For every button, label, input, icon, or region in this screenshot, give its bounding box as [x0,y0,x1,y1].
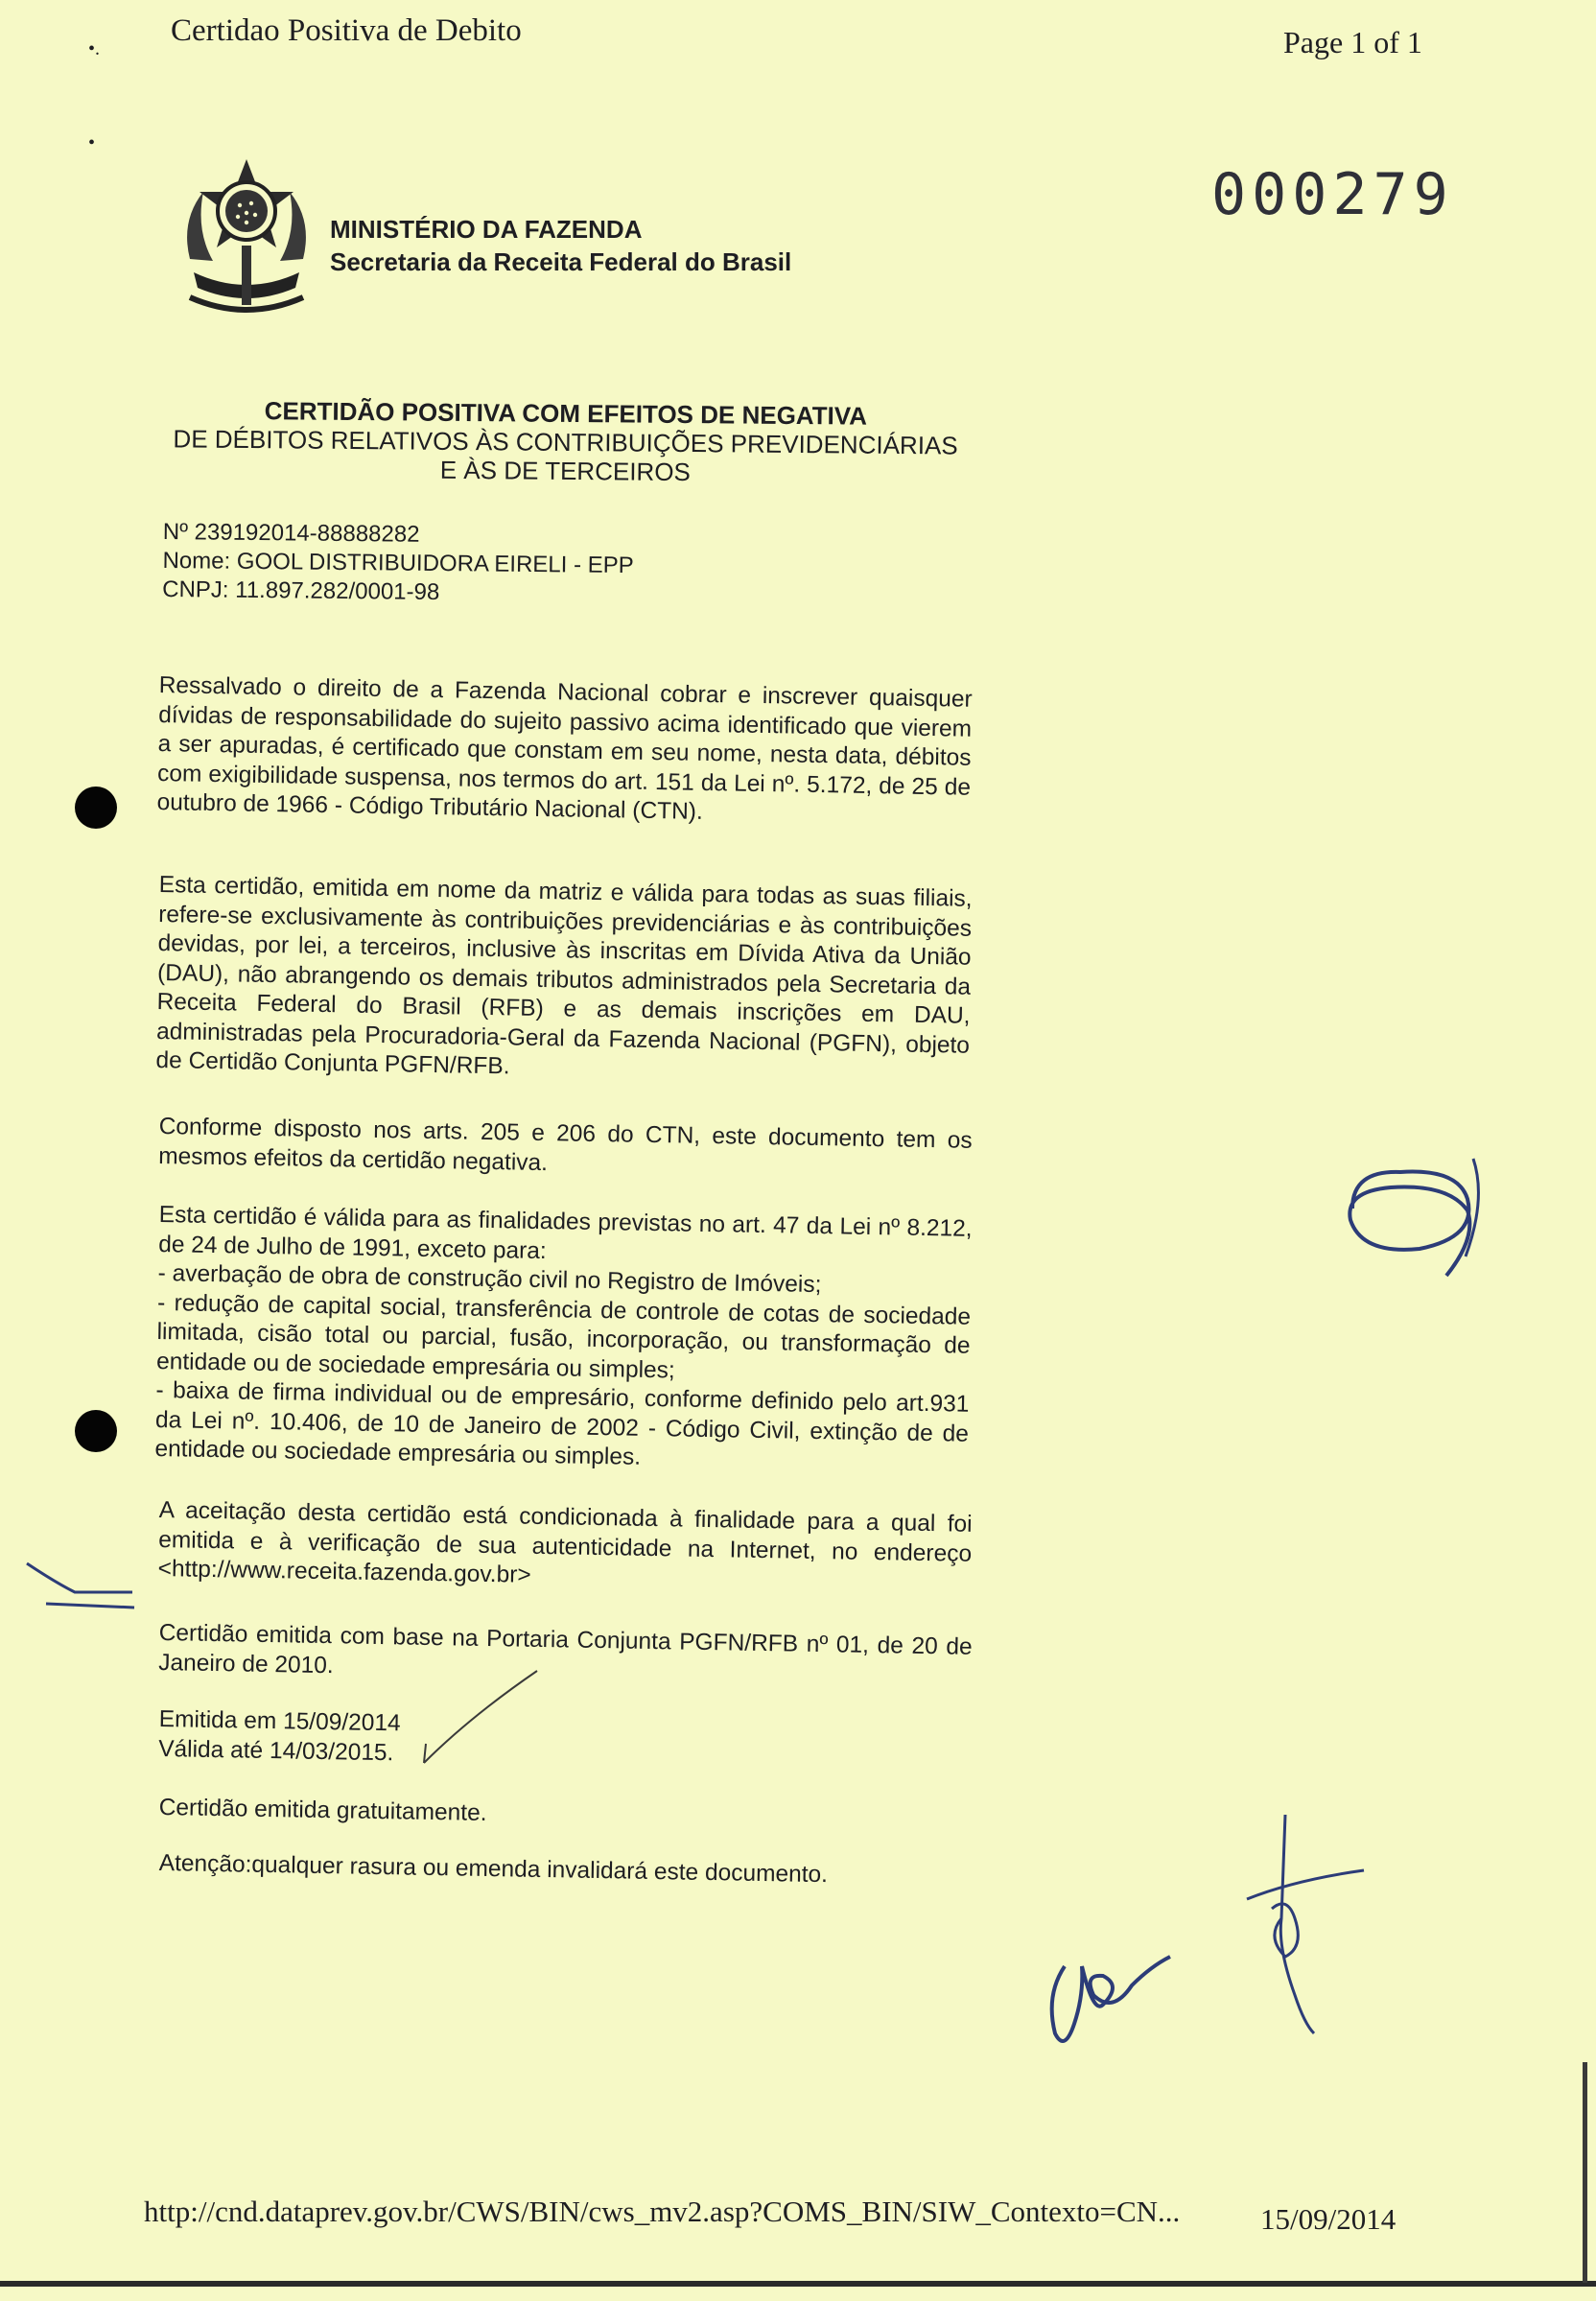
punch-hole-top [75,787,117,829]
paragraph-2 [155,871,973,1090]
scan-mark-2: • [88,132,96,153]
paragraph-6 [158,1619,973,1692]
paragraph-1-text: Ressalvado o direito de a Fazenda Nacional cobrar e inscrever quaisquer dívidas de responsabilidade do sujeito passivo acima identificado que vierem a ser apuradas, é certificado que constam em seu nome, nesta data, débitos com exigibilidade suspensa, nos termos do art. 151 da Lei nº. 5.172, de 25 de outubro de 1966 - Código Tributário Nacional (CTN). [156,671,973,825]
paragraph-4 [154,1201,973,1478]
paragraph-4-intro: Esta certidão é válida para as finalidades previstas no art. 47 da Lei nº 8.212, de 24 de Julho de 1991, exceto para: [157,1201,973,1264]
page-edge-right [1583,2062,1587,2283]
ministry-heading [330,213,791,278]
certificate-title-line3: E ÀS DE TERCEIROS [439,455,691,487]
company-name: Nome: GOOL DISTRIBUIDORA EIRELI - EPP [162,547,634,579]
stamp-number: 000279 [1211,161,1454,228]
paragraph-4-item-2: - redução de capital social, transferência de controle de cotas de sociedade limitada, cisão total ou parcial, fusão, incorporação, ou transformação de entidade ou de sociedade empresária ou simples; [155,1289,972,1383]
handwritten-signature-icon [1026,1803,1372,2110]
paragraph-3-text: Conforme disposto nos arts. 205 e 206 do CTN, este documento tem os mesmos efeitos da certidão negativa. [157,1113,973,1176]
handwritten-slash-icon [412,1659,547,1774]
scan-mark: •. [88,38,101,59]
certificate-title-line2: DE DÉBITOS RELATIVOS ÀS CONTRIBUIÇÕES PREVIDENCIÁRIAS [173,424,958,460]
page-edge-bottom [0,2281,1596,2287]
company-cnpj: CNPJ: 11.897.282/0001-98 [162,575,440,606]
print-header-title: Certidao Positiva de Debito [171,13,522,48]
print-footer-url: http://cnd.dataprev.gov.br/CWS/BIN/cws_mv2.asp?COMS_BIN/SIW_Contexto=CN... [144,2195,1181,2228]
print-header-page: Page 1 of 1 [1283,25,1422,59]
secretariat-name: Secretaria da Receita Federal do Brasil [330,247,792,276]
certificate-title-line1: CERTIDÃO POSITIVA COM EFEITOS DE NEGATIVA [264,396,868,431]
paragraph-5 [157,1496,972,1598]
paragraph-3 [158,1113,973,1186]
punch-hole-bottom [75,1410,117,1452]
paragraph-6-text: Certidão emitida com base na Portaria Conjunta PGFN/RFB nº 01, de 20 de Janeiro de 2010. [157,1619,973,1679]
valid-until-date: Válida até 14/03/2015. [157,1735,394,1766]
paragraph-2-text: Esta certidão, emitida em nome da matriz e válida para todas as suas filiais, refere-se exclusivamente às contribuições previdenciárias e às contribuições devidas, por lei, a terceiros, inclusive às inscritas em Dívida Ativa da União (DAU), não abrangendo os demais tributos administrados pela Secretaria da Receita Federal do Brasil (RFB) e as demais inscrições em DAU, administradas pela Procuradoria-Geral da Fazenda Nacional (PGFN), objeto de Certidão Conjunta PGFN/RFB. [155,871,973,1080]
handwritten-margin-stroke-icon [17,1554,142,1621]
paragraph-8 [158,1794,972,1837]
paragraph-9 [158,1849,972,1892]
paragraph-1 [156,671,973,832]
handwritten-circle-mark-icon [1333,1141,1506,1295]
paragraph-9-text: Atenção:qualquer rasura ou emenda invalidará este documento. [158,1849,829,1889]
certificate-number: Nº 239192014-88888282 [162,518,420,548]
certificate-meta [162,518,634,609]
issued-date: Emitida em 15/09/2014 [158,1705,401,1737]
ministry-name: MINISTÉRIO DA FAZENDA [330,215,643,244]
paragraph-4-item-3: - baixa de firma individual ou de empresário, conforme definido pelo art.931 da Lei nº. 10.406, de 10 de Janeiro de 2002 - Código Civil, extinção de de entidade ou sociedade empresária ou simples. [154,1376,970,1470]
paragraph-4-item-1: - averbação de obra de construção civil no Registro de Imóveis; [157,1259,822,1299]
coat-of-arms-icon [171,153,322,317]
paragraph-5-text: A aceitação desta certidão está condicionada à finalidade para a qual foi emitida e à verificação de sua autenticidade na Internet, no endereço <http://www.receita.fazenda.gov.br> [157,1496,973,1588]
paragraph-8-text: Certidão emitida gratuitamente. [158,1794,487,1826]
certificate-title [133,395,998,489]
print-footer-date: 15/09/2014 [1260,2202,1396,2236]
